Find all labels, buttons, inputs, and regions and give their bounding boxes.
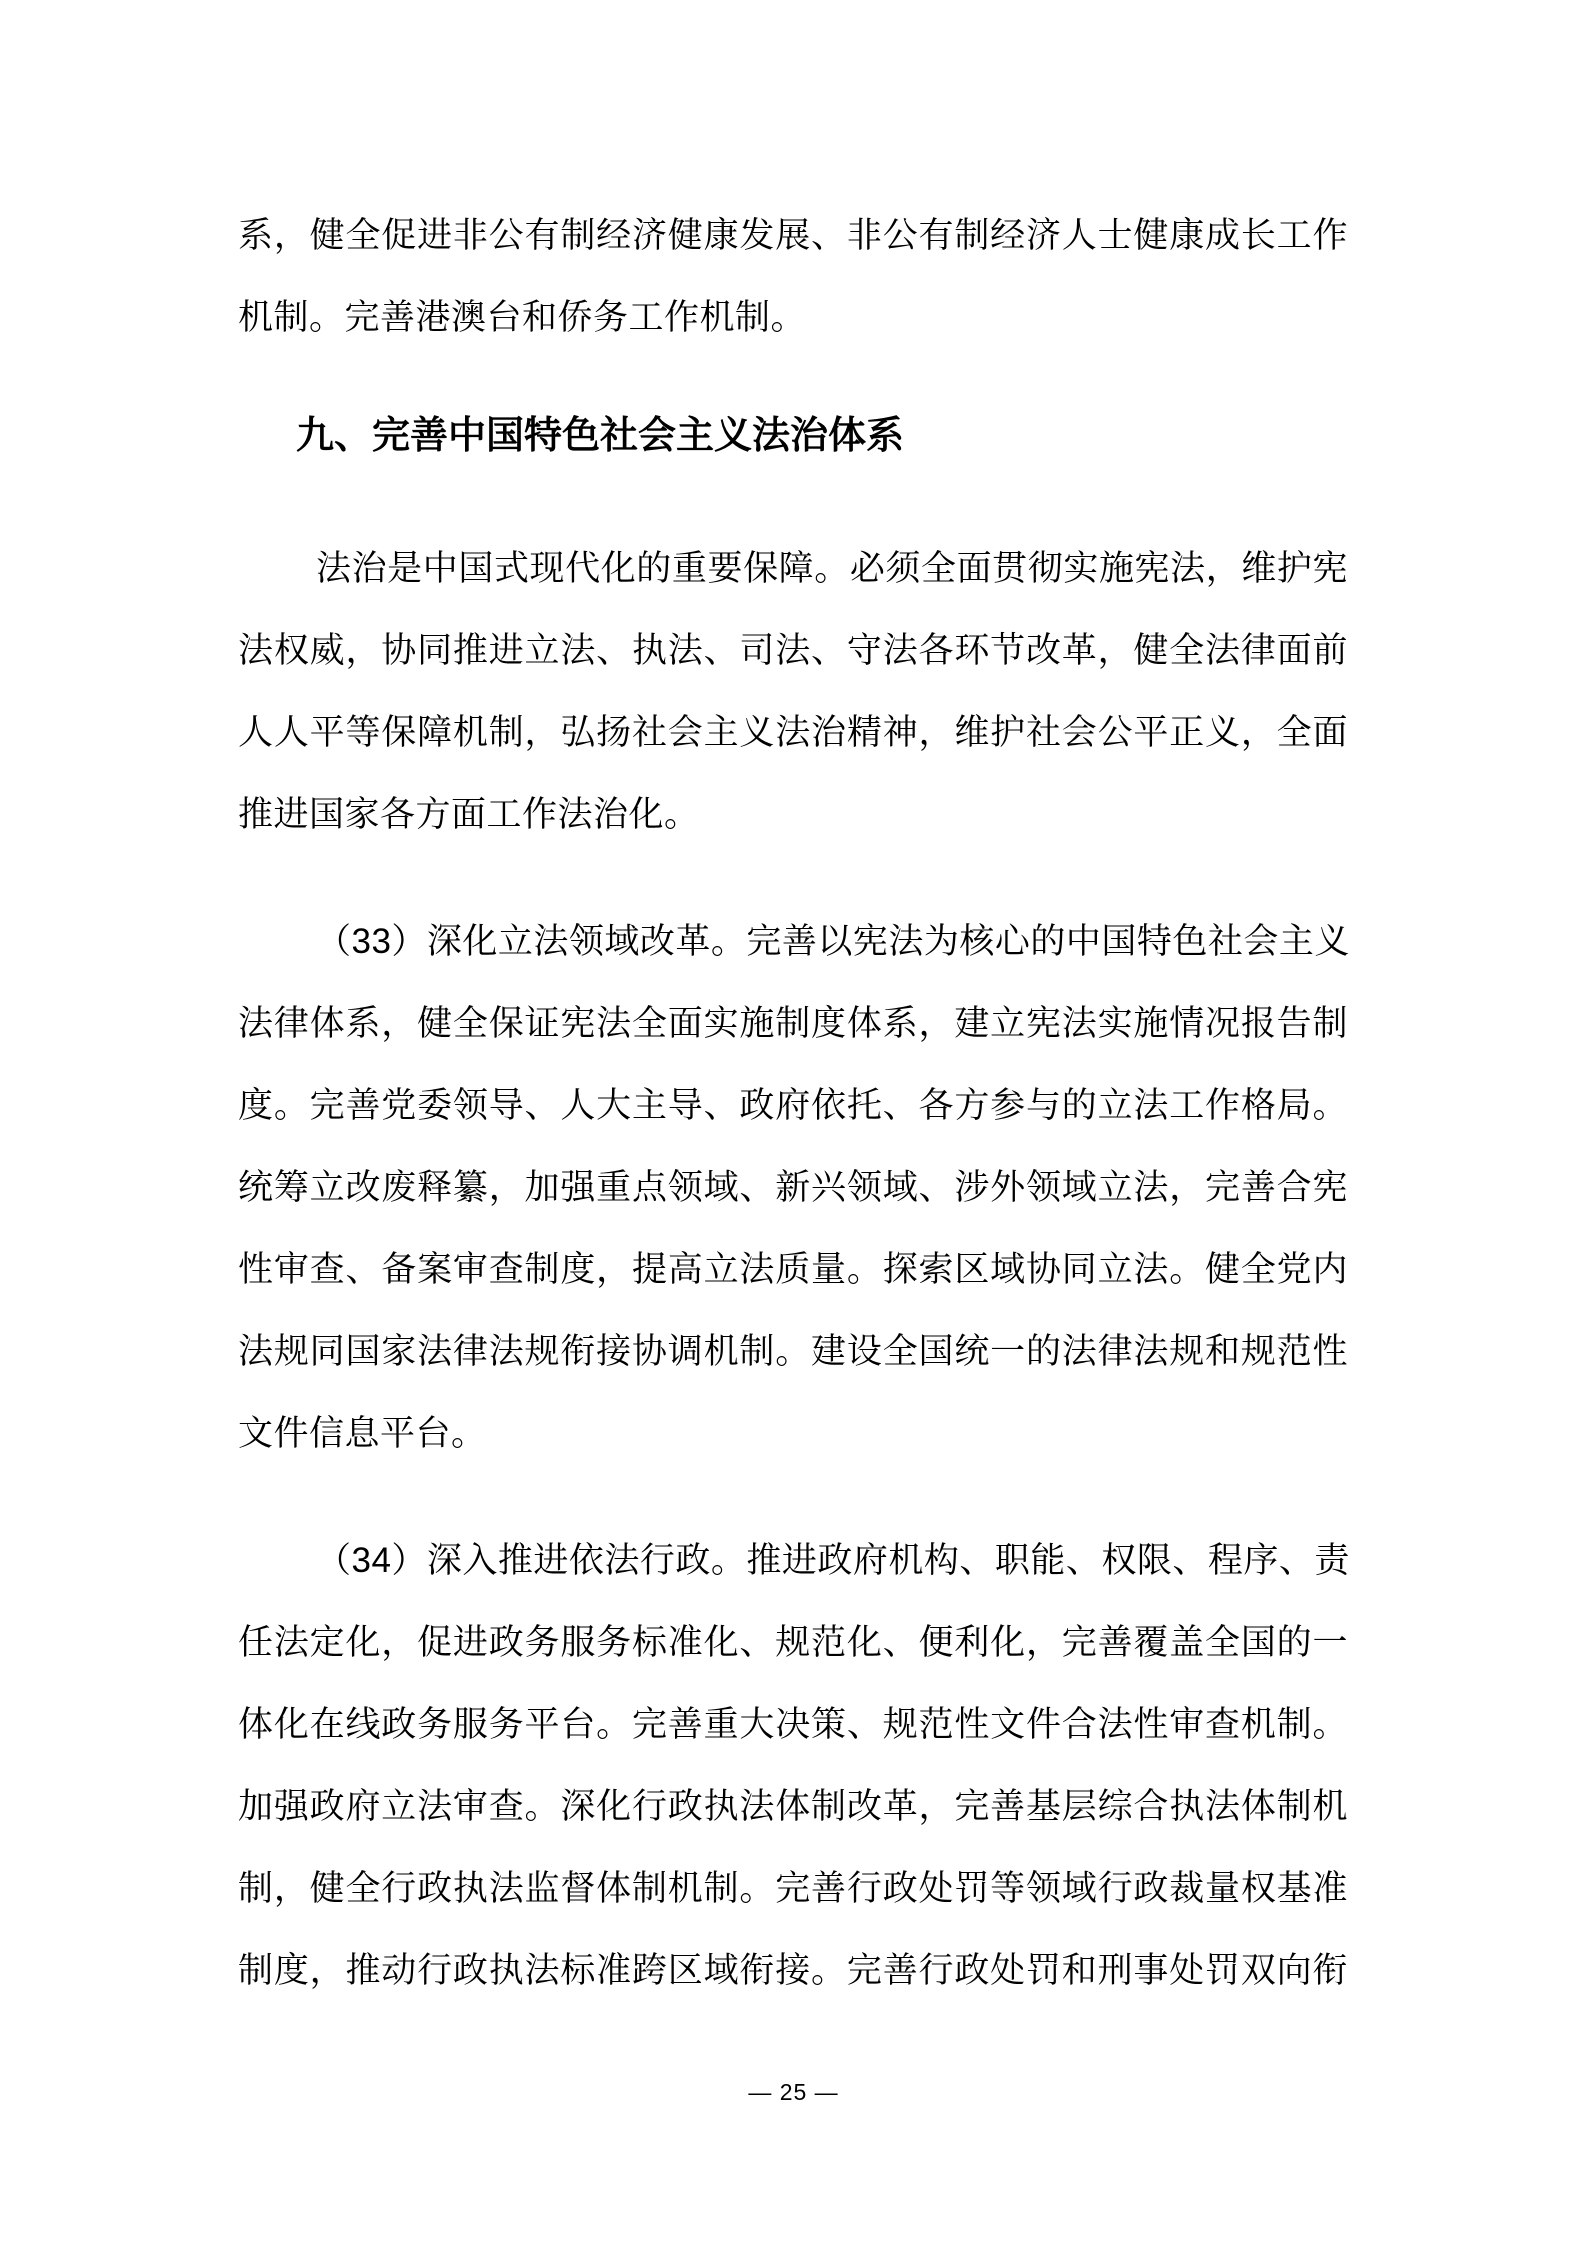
- text-line: 任法定化，促进政务服务标准化、规范化、便利化，完善覆盖全国的一: [238, 1623, 1348, 1662]
- text-line: 制度，推动行政执法标准跨区域衔接。完善行政处罚和刑事处罚双向衔: [238, 1951, 1348, 1990]
- text-line: 人人平等保障机制，弘扬社会主义法治精神，维护社会公平正义，全面: [238, 713, 1348, 752]
- paragraph-33: [238, 901, 1348, 1475]
- page-number: — 25 —: [748, 2079, 839, 2105]
- text-line: 系，健全促进非公有制经济健康发展、非公有制经济人士健康成长工作: [238, 216, 1348, 255]
- document-content: [238, 195, 1348, 2057]
- paragraph-intro: [238, 528, 1348, 856]
- text-line: 统筹立改废释纂，加强重点领域、新兴领域、涉外领域立法，完善合宪: [238, 1168, 1348, 1207]
- text-line: 法律体系，健全保证宪法全面实施制度体系，建立宪法实施情况报告制: [238, 1004, 1348, 1043]
- text-line: 体化在线政务服务平台。完善重大决策、规范性文件合法性审查机制。: [238, 1705, 1348, 1744]
- text-line: （33）深化立法领域改革。完善以宪法为核心的中国特色社会主义: [316, 922, 1350, 961]
- text-line: 加强政府立法审查。深化行政执法体制改革，完善基层综合执法体制机: [238, 1787, 1348, 1826]
- text-line: 机制。完善港澳台和侨务工作机制。: [238, 298, 807, 337]
- section-heading: 九、完善中国特色社会主义法治体系: [296, 415, 905, 457]
- text-line: 推进国家各方面工作法治化。: [238, 795, 700, 834]
- paragraph-34: [238, 1520, 1348, 2012]
- text-line: （34）深入推进依法行政。推进政府机构、职能、权限、程序、责: [316, 1541, 1350, 1580]
- text-line: 法治是中国式现代化的重要保障。必须全面贯彻实施宪法，维护宪: [316, 549, 1348, 588]
- text-line: 文件信息平台。: [238, 1414, 487, 1453]
- text-line: 度。完善党委领导、人大主导、政府依托、各方参与的立法工作格局。: [238, 1086, 1348, 1125]
- text-line: 法规同国家法律法规衔接协调机制。建设全国统一的法律法规和规范性: [238, 1332, 1348, 1371]
- paragraph-continuation: [238, 195, 1348, 359]
- text-line: 法权威，协同推进立法、执法、司法、守法各环节改革，健全法律面前: [238, 631, 1348, 670]
- text-line: 性审查、备案审查制度，提高立法质量。探索区域协同立法。健全党内: [238, 1250, 1348, 1289]
- text-line: 制，健全行政执法监督体制机制。完善行政处罚等领域行政裁量权基准: [238, 1869, 1348, 1908]
